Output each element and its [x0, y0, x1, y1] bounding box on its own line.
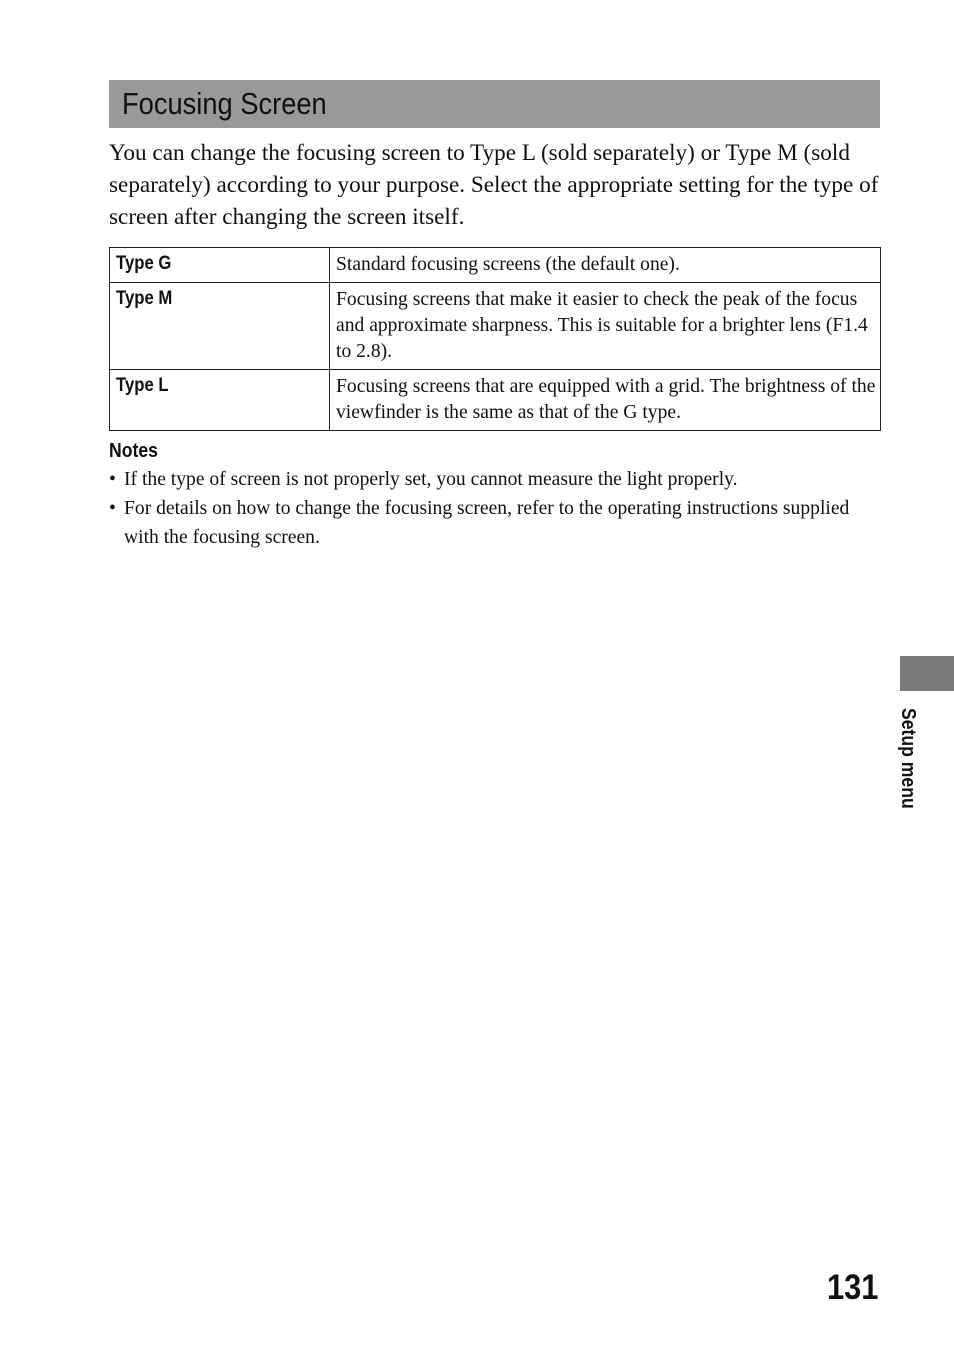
bullet-icon: • [109, 469, 116, 490]
type-description: Focusing screens that are equipped with a grid. The brightness of the viewfinder is the same as that of the G type. [330, 370, 881, 431]
table-row [110, 283, 881, 370]
notes-heading: Notes [109, 440, 158, 462]
chapter-tab-label: Setup menu [897, 708, 919, 809]
notes-list [109, 465, 879, 552]
type-name: Type L [116, 375, 169, 396]
type-name: Type G [116, 253, 172, 274]
type-description: Focusing screens that make it easier to check the peak of the focus and approximate sharpness. This is suitable for a brighter lens (F1.4 to 2.8). [330, 283, 881, 370]
bullet-icon: • [109, 498, 116, 519]
table-row [110, 248, 881, 283]
type-name: Type M [116, 288, 173, 309]
table-row [110, 370, 881, 431]
intro-paragraph: You can change the focusing screen to Type L (sold separately) or Type M (sold separately) according to your purpose. Select the appropriate setting for the type of screen after changing the screen itself. [109, 140, 879, 230]
note-text: For details on how to change the focusing screen, refer to the operating instructions supplied with the focusing screen. [124, 498, 850, 548]
page-number: 131 [826, 1268, 878, 1307]
list-item [109, 494, 879, 552]
focusing-screen-types-table [109, 247, 881, 431]
section-title-bar [109, 80, 880, 128]
type-description: Standard focusing screens (the default one). [330, 248, 881, 283]
chapter-tab [900, 656, 954, 691]
list-item [109, 465, 879, 494]
section-title: Focusing Screen [122, 86, 327, 121]
note-text: If the type of screen is not properly set, you cannot measure the light properly. [124, 469, 738, 490]
